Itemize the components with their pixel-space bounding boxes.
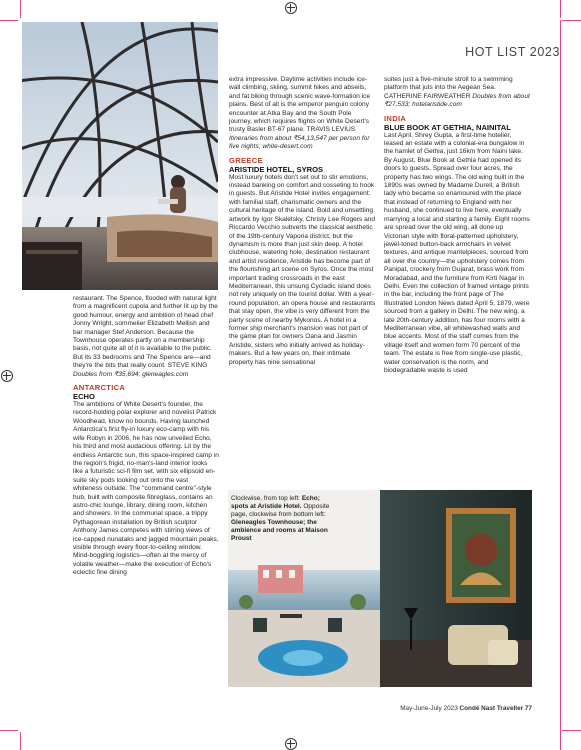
hotel-name: ARISTIDE HOTEL, SYROS — [229, 164, 324, 174]
magazine-name-page: Condé Nast Traveller 77 — [459, 705, 532, 712]
page-folio — [372, 705, 532, 712]
caption-text: Clockwise, from top left: — [231, 495, 302, 502]
region-label: GREECE — [229, 155, 263, 165]
crop-mark — [0, 20, 18, 21]
crop-mark — [20, 0, 21, 18]
column-3 — [384, 76, 530, 375]
region-label: INDIA — [384, 113, 407, 123]
caption-bold: Echo; spots at Aristide Hotel. — [231, 495, 320, 510]
column-2 — [229, 76, 376, 367]
body-paragraph: Most luxury hotels don't set out to stir emotions, instead banking on comfort and cosseting to hook in guests. But Aristide Hotel invites engagement: with familial staff, charismatic owners and the cultural heritage of the island. Bold and unsettling artwork by Igor Skaletsky, Christy Lee Rogers and Riccardo Vecchio subverts the classical aesthetic of the 19th-century Vaporia district, but the dynamism is more than just skin deep. A hotel clubhouse, watering hole, destination restaurant and artist residence, Aristide has become part of the flourishing art scene on Syros. Once the most important trading crossroads in the east Mediterranean, this unsung Cycladic island does not rely uniquely on the tourist dollar. With a year-round population, an opera house and restaurants that stay open, the vibe is very different from the party scene of nearby Mykonos. A hotel in a former ship merchant's mansion was not part of the game plan for owners Oana and Jasmin Aristide, sisters who initially arrived as holiday-makers. But a few years on, their intimate property has nine sensational — [229, 173, 376, 366]
crop-mark — [562, 730, 581, 731]
body-paragraph — [384, 76, 530, 110]
crop-mark — [0, 730, 18, 731]
echo-text-continued: extra impressive. Daytime activities include ice-wall climbing, skiing, summit hikes and abseils, and fat biking through scenic wave-formation ice plains. Best of all is the emperor penguin colony encounter at Atka Bay and the South Pole journey, which requires flights on White Desert's trusty Basler BT-67 plane. TRAVIS LEVIUS — [229, 76, 371, 134]
price-line: Doubles from ₹35,694; gleneagles.com — [73, 370, 189, 378]
price-line: Doubles from about ₹27,533; hotelaristide.com — [384, 92, 530, 109]
body-paragraph — [73, 295, 219, 379]
crop-mark — [562, 20, 581, 21]
photo-caption — [231, 495, 331, 543]
caption-text: Opposite page, clockwise from bottom left: — [231, 503, 330, 518]
price-line: Itineraries from about ₹54,13,547 per person for five nights; white-desert.com — [229, 134, 370, 151]
crop-mark — [560, 0, 561, 18]
crop-mark — [560, 732, 561, 750]
body-paragraph: Last April, Shrey Gupta, a first-time hotelier, leased an estate with a colonial-era bungalow in the hamlet of Gethia, just 16km from Naini lake. By August, Blue Book at Gethia had opened its doors to guests. Spread over four acres, the property has two wings. The old wing built in the 1890s was owned by Madame Durell, a British lady who became so enamoured with the place that instead of returning to England with her husband, she continued to live here, eventually marrying a local and starting a family. Eight rooms are spread over the old wing, all done up Victorian style with floral-patterned upholstery, jewel-toned button-back armchairs in velvet textures, and antique mantelpieces, sourced from all over the country—the upholstery comes from Panipat, crockery from Gujarat, brass work from Moradabad, and the furniture from Kirti Nagar in Delhi. Even the collection of framed vintage prints in the bar, including the front page of The Illustrated London News dated April 5, 1879, were sourced from a gallery in Delhi. The new wing, a late 20th-century addition, has four rooms with a Mediterranean vibe, all whitewashed walls and blue accents. Most of the staff comes from the village itself and women form 70 percent of the team. The estate is free from single-use plastic, water conservation is the norm, and biodegradable waste is used — [384, 131, 530, 374]
hotel-name: ECHO — [73, 392, 95, 402]
crop-mark — [20, 732, 21, 750]
issue-date: May-June-July 2023 — [400, 705, 460, 712]
body-paragraph: The ambitions of White Desert's founder, the record-holding polar explorer and novelist Patrick Woodhead, know no bounds. Having launched Antarctica's first fly-in luxury eco-camp with his wife Robyn in 2006, he has now unveiled Echo, his third and most audacious offering. Lit by the endless Antarctic sun, this space-inspired camp in the region's frigid, no-man's-land interior looks like a futuristic sci-fi film set, with six ellipsoid en-suite sky pods looking out onto the vast whiteness outside. The "command centre"-style hub, built with composite fibreglass, contains an astro-chic lounge, library, dining room, kitchen and showers. In the communal space, a trippy Pythagorean installation by British sculptor Anthony James competes with stirring views of ice-capped nunataks and jagged mountain peaks, visible through every floor-to-ceiling window. Mind-boggling logistics—often at the mercy of volatile weather—make the execution of Echo's eclectic fine dining — [73, 401, 219, 577]
echo-pod-photo — [22, 22, 218, 290]
registration-mark-icon — [285, 738, 297, 750]
column-1 — [73, 295, 219, 578]
registration-mark-icon — [1, 370, 13, 382]
hotel-name: BLUE BOOK AT GETHIA, NAINITAL — [384, 122, 511, 132]
aristide-text-continued: suites just a five-minute stroll to a swimming platform that juts into the Aegean Sea. CATHERINE FAIRWEATHER — [384, 76, 513, 100]
registration-mark-icon — [285, 2, 297, 14]
region-label: ANTARCTICA — [73, 383, 126, 393]
section-title: HOT LIST 2023 — [465, 45, 560, 59]
gleneagles-text: restaurant. The Spence, flooded with natural light from a magnificent cupola and further lit up by the good humour, energy and ambition of head chef Jonny Wright, sommelier Elizabeth Mellish and bar manager Stef Anderson. Because the Townhouse operates partly on a membership basis, not quite all of it is available to the public. But its 33 bedrooms and The Spence are—and they're the bits that really count. STEVE KING — [73, 295, 218, 370]
caption-bold: Gleneagles Townhouse; the ambience and rooms at Maison Proust — [231, 519, 328, 542]
body-paragraph — [229, 76, 376, 152]
trim-line — [560, 20, 561, 732]
